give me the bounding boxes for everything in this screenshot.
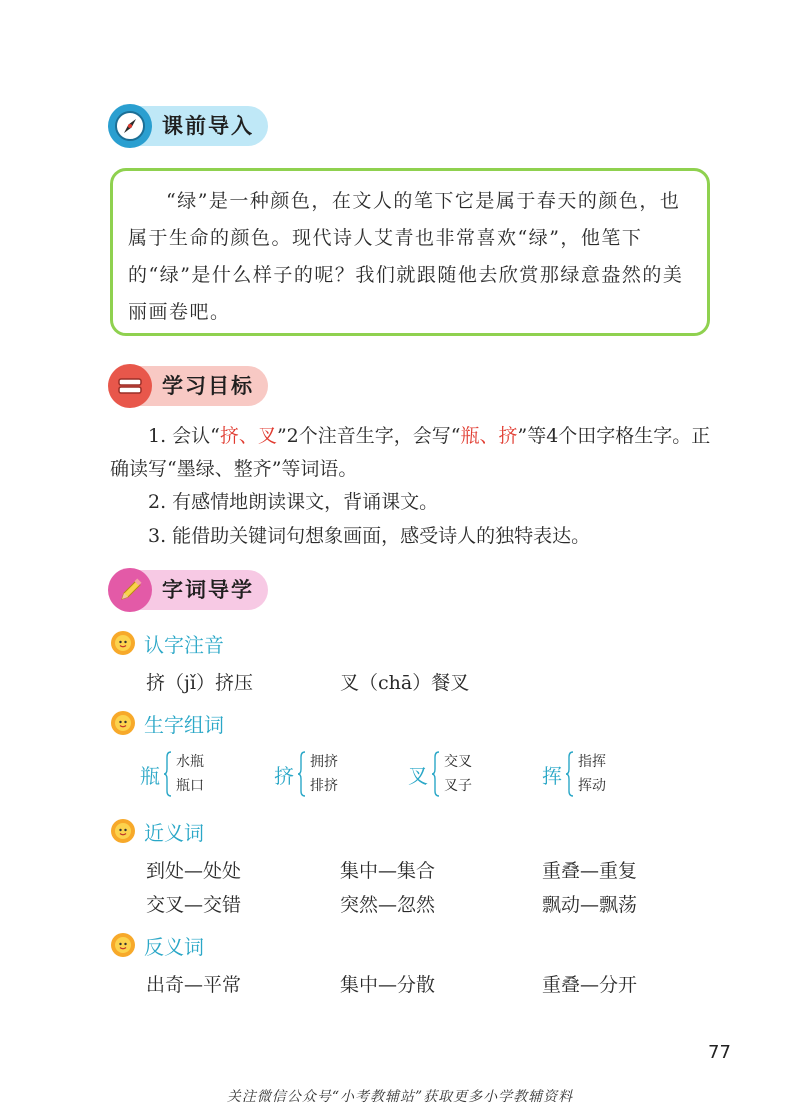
intro-title: 课前导入 xyxy=(162,114,254,138)
word-group-ji xyxy=(274,746,338,802)
brace-icon xyxy=(164,751,172,797)
goal-2: 2. 有感情地朗读课文，背诵课文。 xyxy=(148,491,439,513)
word-group-hui xyxy=(542,746,606,802)
goal-1-char-ji-2: 挤 xyxy=(498,425,518,447)
page-number: 77 xyxy=(708,1042,731,1063)
synonym-item: 突然—忽然 xyxy=(340,894,436,916)
goals-title: 学习目标 xyxy=(162,374,254,398)
sun-icon xyxy=(110,710,136,736)
sun-icon xyxy=(110,932,136,958)
pinyin-item-1: 挤（jǐ）挤压 xyxy=(146,672,253,694)
word-group-word: 叉子 xyxy=(444,778,472,794)
word-group-cha xyxy=(408,746,472,802)
goal-1-char-ji: 挤 xyxy=(219,425,239,447)
goal-1 xyxy=(110,420,720,486)
synonym-item: 飘动—飘荡 xyxy=(542,894,638,916)
word-group-ping xyxy=(140,746,204,802)
word-group-word: 水瓶 xyxy=(176,754,204,770)
antonym-item: 集中—分散 xyxy=(340,974,436,996)
goal-1-text-b: ”2个注音生字，会写“ xyxy=(276,425,461,447)
goal-1-char-cha: 叉 xyxy=(257,425,277,447)
section-header-intro xyxy=(110,106,268,146)
goal-1-char-ping: 瓶 xyxy=(460,425,480,447)
word-group-word: 瓶口 xyxy=(176,778,204,794)
section-header-words xyxy=(110,570,268,610)
brace-icon xyxy=(298,751,306,797)
sun-icon xyxy=(110,630,136,656)
words-title: 字词导学 xyxy=(162,578,254,602)
pencil-icon xyxy=(108,568,152,612)
antonym-item: 出奇—平常 xyxy=(146,974,242,996)
pinyin-label: 认字注音 xyxy=(144,632,224,657)
synonym-item: 交叉—交错 xyxy=(146,894,242,916)
subsection-synonyms xyxy=(110,816,204,846)
antonym-item: 重叠—分开 xyxy=(542,974,638,996)
word-group-char: 瓶 xyxy=(140,763,160,788)
goal-1-text-a: 1. 会认“ xyxy=(148,425,220,447)
word-group-words xyxy=(578,750,606,798)
goal-1-sep-2: 、 xyxy=(479,425,499,447)
goal-1-text-c: ”等4个田字格生字。正确读写“墨绿、整齐”等词语。 xyxy=(110,425,711,480)
sun-icon xyxy=(110,818,136,844)
word-group-char: 挥 xyxy=(542,763,562,788)
word-group-word: 挥动 xyxy=(578,778,606,794)
footer-note: 关注微信公众号“小考教辅站”获取更多小学教辅资料 xyxy=(226,1089,574,1105)
word-group-word: 交叉 xyxy=(444,754,472,770)
intro-text: “绿”是一种颜色，在文人的笔下它是属于春天的颜色，也属于生命的颜色。现代诗人艾青也非常喜欢“绿”，他笔下的“绿”是什么样子的呢？我们就跟随他去欣赏那绿意盎然的美丽画卷吧。 xyxy=(128,190,684,323)
word-group-word: 拥挤 xyxy=(310,754,338,770)
word-group-words xyxy=(310,750,338,798)
goal-3: 3. 能借助关键词句想象画面，感受诗人的独特表达。 xyxy=(148,525,591,547)
brace-icon xyxy=(566,751,574,797)
word-group-words xyxy=(176,750,204,798)
subsection-antonyms xyxy=(110,930,204,960)
synonym-item: 重叠—重复 xyxy=(542,860,638,882)
section-header-goals xyxy=(110,366,268,406)
word-group-char: 挤 xyxy=(274,763,294,788)
subsection-pinyin xyxy=(110,628,224,658)
compose-label: 生字组词 xyxy=(144,712,224,737)
subsection-compose xyxy=(110,708,224,738)
word-group-word: 指挥 xyxy=(578,754,606,770)
word-group-char: 叉 xyxy=(408,763,428,788)
compass-icon xyxy=(108,104,152,148)
antonyms-label: 反义词 xyxy=(144,934,204,959)
word-group-word: 排挤 xyxy=(310,778,338,794)
books-icon xyxy=(108,364,152,408)
pinyin-item-2: 叉（chā）餐叉 xyxy=(340,672,470,694)
synonyms-label: 近义词 xyxy=(144,820,204,845)
synonym-item: 到处—处处 xyxy=(146,860,242,882)
brace-icon xyxy=(432,751,440,797)
word-group-words xyxy=(444,750,472,798)
goal-1-sep-1: 、 xyxy=(238,425,258,447)
synonym-item: 集中—集合 xyxy=(340,860,436,882)
